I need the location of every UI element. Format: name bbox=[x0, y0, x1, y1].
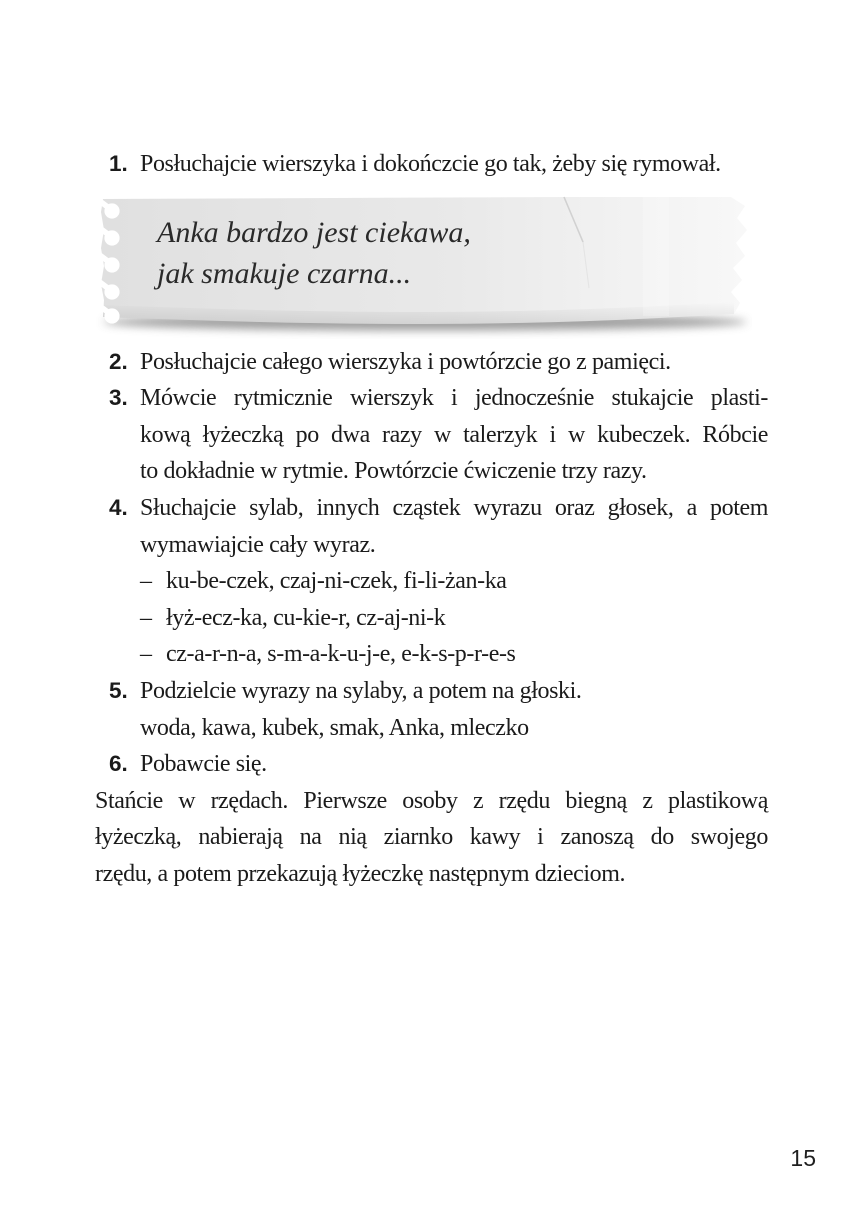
item-number: 1. bbox=[109, 151, 128, 176]
item-line: Mówcie rytmicznie wierszyk i jednocześnie stukajcie plasti- bbox=[140, 385, 768, 412]
page-content bbox=[95, 146, 768, 893]
item-number: 5. bbox=[109, 677, 128, 703]
dash-bullet: – bbox=[140, 641, 152, 668]
bullet-text: cz-a-r-n-a, s-m-a-k-u-j-e, e-k-s-p-r-e-s bbox=[166, 641, 516, 668]
dash-bullet: – bbox=[140, 568, 152, 595]
note-line: jak smakuje czarna... bbox=[157, 256, 412, 290]
item-line: kową łyżeczką po dwa razy w talerzyk i w kubeczek. Róbcie bbox=[140, 421, 768, 448]
exercise-item-4 bbox=[95, 490, 768, 673]
dash-bullet: – bbox=[140, 604, 152, 631]
syllable-bullet-line bbox=[140, 600, 768, 637]
note-line: Anka bardzo jest ciekawa, bbox=[157, 215, 471, 249]
bullet-text: ku-be-czek, czaj-ni-czek, fi-li-żan-ka bbox=[166, 568, 507, 595]
item-line: Słuchajcie sylab, innych cząstek wyrazu oraz głosek, a potem bbox=[140, 494, 768, 521]
item-number: 2. bbox=[109, 348, 128, 374]
paragraph-line: rzędu, a potem przekazują łyżeczkę następnym dzieciom. bbox=[95, 860, 626, 887]
exercise-item-2 bbox=[95, 344, 768, 381]
word-list: woda, kawa, kubek, smak, Anka, mleczko bbox=[140, 714, 529, 741]
paragraph-line: łyżeczką, nabierają na nią ziarnko kawy i zanoszą do swojego bbox=[95, 824, 768, 851]
item-line: Pobawcie się. bbox=[140, 751, 267, 778]
item-number: 4. bbox=[109, 494, 128, 520]
exercise-item-5 bbox=[95, 673, 768, 746]
exercise-item-6 bbox=[95, 746, 768, 783]
item-line: Podzielcie wyrazy na sylaby, a potem na głoski. bbox=[140, 677, 582, 704]
item-line: wymawiajcie cały wyraz. bbox=[140, 531, 376, 558]
exercise-item-3 bbox=[95, 380, 768, 490]
closing-paragraph bbox=[95, 783, 768, 893]
item-number: 6. bbox=[109, 751, 128, 777]
syllable-bullet-line bbox=[140, 636, 768, 673]
syllable-bullet-line bbox=[140, 563, 768, 600]
paragraph-line: Stańcie w rzędach. Pierwsze osoby z rzędu biegną z plastikową bbox=[95, 787, 768, 814]
exercise-item-1 bbox=[95, 146, 768, 183]
bullet-text: łyż-ecz-ka, cu-kie-r, cz-aj-ni-k bbox=[166, 604, 446, 631]
item-line: to dokładnie w rytmie. Powtórzcie ćwiczenie trzy razy. bbox=[140, 458, 647, 485]
item-number: 3. bbox=[109, 385, 128, 411]
note-rhyme bbox=[157, 212, 471, 294]
item-line: Posłuchajcie wierszyka i dokończcie go tak, żeby się rymował. bbox=[140, 151, 721, 177]
item-line: Posłuchajcie całego wierszyka i powtórzcie go z pamięci. bbox=[140, 348, 671, 375]
note-paper bbox=[95, 196, 752, 339]
page-number: 15 bbox=[790, 1145, 816, 1171]
